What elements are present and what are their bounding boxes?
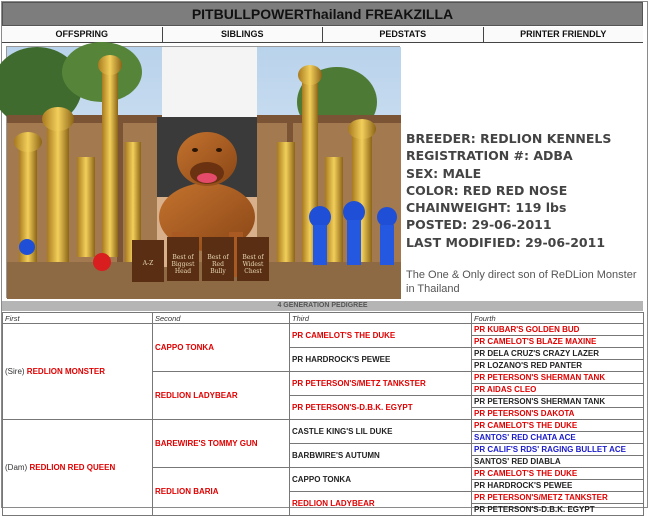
fourth-gen-link[interactable]: PR LOZANO'S RED PANTER: [472, 360, 644, 372]
pedigree-header: 4 GENERATION PEDIGREE: [2, 301, 643, 311]
sire-label: (Sire): [5, 367, 25, 376]
second-gen-link[interactable]: CAPPO TONKA: [153, 324, 290, 372]
last-modified-text: LAST MODIFIED: 29-06-2011: [406, 234, 606, 250]
fourth-gen-link[interactable]: PR CAMELOT'S THE DUKE: [472, 468, 644, 480]
breeder-text: BREEDER: REDLION KENNELS: [406, 131, 612, 146]
sire-cell: [3, 324, 153, 420]
page-title: PITBULLPOWERThailand FREAKZILLA: [2, 2, 643, 26]
pedigree-table: [2, 312, 644, 516]
second-gen-link[interactable]: BAREWIRE'S TOMMY GUN: [153, 420, 290, 468]
third-gen-link[interactable]: PR PETERSON'S-D.B.K. EGYPT: [290, 396, 472, 420]
col-first: First: [3, 313, 153, 324]
color-text: COLOR: RED RED NOSE: [406, 182, 568, 198]
sex-text: SEX: MALE: [406, 165, 482, 181]
col-fourth: Fourth: [472, 313, 644, 324]
fourth-gen-link[interactable]: PR PETERSON'S SHERMAN TANK: [472, 396, 644, 408]
fourth-gen-link[interactable]: PR CALIF'S RDS' RAGING BULLET ACE: [472, 444, 644, 456]
fourth-gen-link[interactable]: PR DELA CRUZ'S CRAZY LAZER: [472, 348, 644, 360]
third-gen-link[interactable]: CAPPO TONKA: [290, 468, 472, 492]
fourth-gen-link[interactable]: PR CAMELOT'S BLAZE MAXINE: [472, 336, 644, 348]
dam-link[interactable]: REDLION RED QUEEN: [29, 463, 116, 472]
fourth-gen-link[interactable]: SANTOS' RED CHATA ACE: [472, 432, 644, 444]
description-text: The One & Only direct son of ReDLion Monster in Thailand: [406, 269, 637, 295]
tab-pedstats[interactable]: PEDSTATS: [322, 27, 483, 42]
dam-cell: [3, 420, 153, 516]
posted-text: POSTED: 29-06-2011: [406, 217, 552, 233]
fourth-gen-link[interactable]: PR KUBAR'S GOLDEN BUD: [472, 324, 644, 336]
tab-offspring[interactable]: OFFSPRING: [2, 27, 162, 42]
dam-label: (Dam): [5, 463, 28, 472]
fourth-gen-link[interactable]: PR PETERSON'S DAKOTA: [472, 408, 644, 420]
sire-link[interactable]: REDLION MONSTER: [26, 367, 106, 376]
tab-printer-friendly[interactable]: PRINTER FRIENDLY: [483, 27, 644, 42]
fourth-gen-link[interactable]: PR PETERSON'S SHERMAN TANK: [472, 372, 644, 384]
third-gen-link[interactable]: PR PETERSON'S/METZ TANKSTER: [290, 372, 472, 396]
dog-info: [406, 130, 644, 251]
fourth-gen-link[interactable]: PR HARDROCK'S PEWEE: [472, 480, 644, 492]
chainweight-text: CHAINWEIGHT: 119 lbs: [406, 200, 567, 216]
fourth-gen-link[interactable]: SANTOS' RED DIABLA: [472, 456, 644, 468]
fourth-gen-link[interactable]: PR AIDAS CLEO: [472, 384, 644, 396]
fourth-gen-link[interactable]: PR PETERSON'S-D.B.K. EGYPT: [472, 504, 644, 516]
plaque-head-text: Best of Biggest Head: [171, 254, 195, 275]
nav-bar: [2, 27, 643, 43]
plaque-chest-text: Best of Widest Chest: [242, 254, 264, 275]
third-gen-link[interactable]: REDLION LADYBEAR: [290, 492, 472, 516]
col-second: Second: [153, 313, 290, 324]
plaque-az-text: A-Z: [142, 260, 154, 267]
fourth-gen-link[interactable]: PR CAMELOT'S THE DUKE: [472, 420, 644, 432]
dog-photo-illustration: [7, 47, 401, 299]
third-gen-link[interactable]: BARBWIRE'S AUTUMN: [290, 444, 472, 468]
third-gen-link[interactable]: PR CAMELOT'S THE DUKE: [290, 324, 472, 348]
plaque-red-text: Best of Red Bully: [207, 254, 229, 275]
third-gen-link[interactable]: PR HARDROCK'S PEWEE: [290, 348, 472, 372]
second-gen-link[interactable]: REDLION LADYBEAR: [153, 372, 290, 420]
dog-photo: [6, 46, 400, 298]
third-gen-link[interactable]: CASTLE KING'S LIL DUKE: [290, 420, 472, 444]
registration-text: REGISTRATION #: ADBA: [406, 148, 573, 164]
col-third: Third: [290, 313, 472, 324]
tab-siblings[interactable]: SIBLINGS: [162, 27, 323, 42]
second-gen-link[interactable]: REDLION BARIA: [153, 468, 290, 516]
fourth-gen-link[interactable]: PR PETERSON'S/METZ TANKSTER: [472, 492, 644, 504]
